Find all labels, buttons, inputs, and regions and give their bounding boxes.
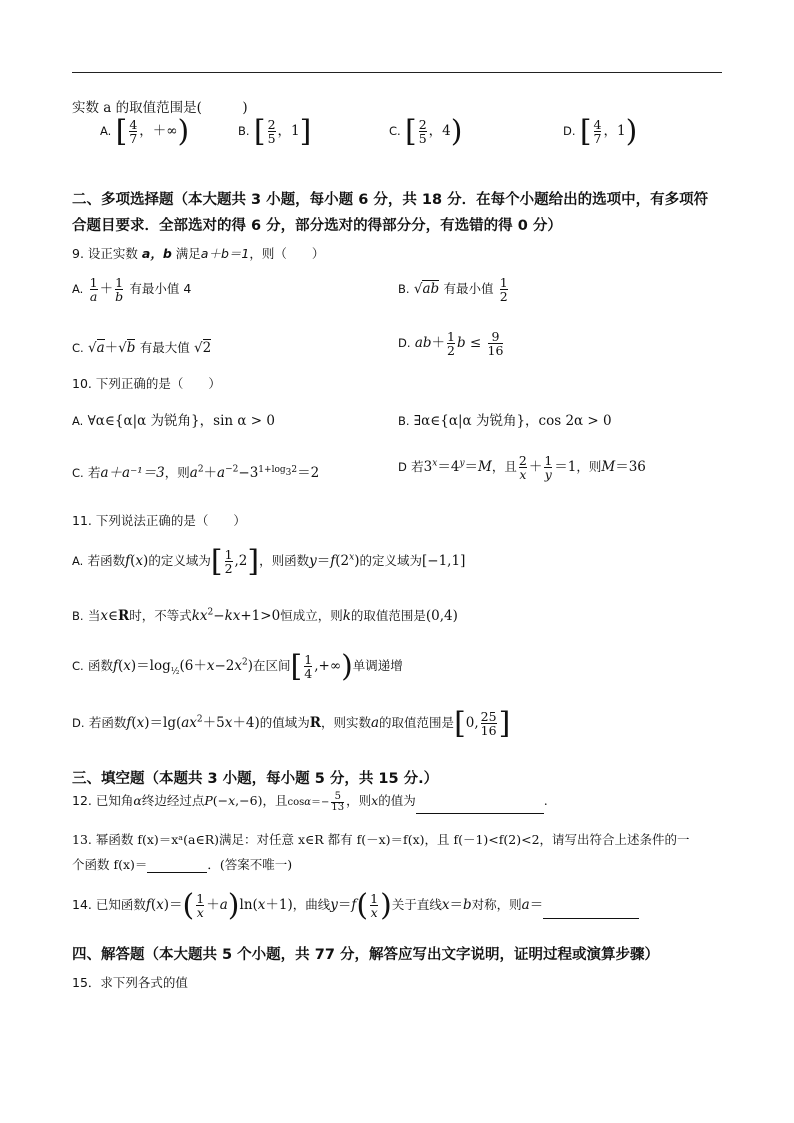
q10-option-c: C. 若a＋a⁻¹＝3，则$a^2+a^{-2}-3^{1+log_32}=2$	[72, 464, 320, 481]
q8-option-d: D. [ $\frac{4}{7}$ ，1)	[563, 114, 638, 150]
q10-stem: 10. 下列正确的是（ ）	[72, 376, 221, 391]
q8-option-b: B. [ $\frac{2}{5}$ ，1]	[238, 114, 312, 150]
q11-option-a: A. 若函数f(x)的定义域为[ $\frac{1}{2}$ ,2]，则函数$y=f(2^x)$的定义域为[−1,1]	[72, 544, 466, 580]
section-2-heading: 二、多项选择题（本大题共 3 小题，每小题 6 分，共 18 分．在每个小题给出的选项中，有多项符合题目要求．全部选对的得 6 分，部分选对的得部分分，有选错的得 0 分）	[72, 192, 709, 234]
q14: 14. 已知函数f(x)＝( $\frac{1}{x}$ ＋a)ln(x＋1)，曲线y＝f( $\frac{1}{x}$ )关于直线x＝b对称，则a＝	[72, 892, 639, 919]
section-4-heading: 四、解答题（本大题共 5 个小题，共 77 分，解答应写出文字说明，证明过程或演算步骤）	[72, 947, 659, 963]
q11-option-c: C. 函数$f(x)=\log_{\frac{1}{2}}(6+x-2x^2)$在区间[ $\frac{1}{4}$ ,+∞)单调递增	[72, 649, 403, 685]
q9-option-d: D. ab＋ $\frac{1}{2}$ b ≤ $\frac{9}{16}$	[398, 329, 504, 359]
q11-option-d: D. 若函数$f(x)=\lg(ax^2+5x+4)$的值域为R，则实数a的取值范围是[0, $\frac{25}{16}$ ]	[72, 706, 511, 742]
section-3-heading: 三、填空题（本题共 3 小题，每小题 5 分，共 15 分.）	[72, 771, 439, 787]
q10-option-a: A. ∀α∈{α|α 为锐角}，sin α > 0	[72, 413, 275, 429]
q13-line-1: 13. 幂函数 f(x)＝xᵃ(a∈R)满足：对任意 x∈R 都有 f(－x)＝f(x)，且 f(－1)<f(2)<2，请写出符合上述条件的一	[72, 832, 690, 847]
q9-option-c: C. √a＋√b 有最大值 √2	[72, 340, 212, 356]
q9-option-a: A. $\frac{1}{a}$ ＋ $\frac{1}{b}$ 有最小值 4	[72, 275, 192, 305]
header-rule	[72, 72, 722, 73]
q11-option-b: B. 当x∈R时，不等式$kx^2-kx+1>0$恒成立，则k的取值范围是(0,4)	[72, 607, 458, 624]
q12: 12. 已知角α终边经过点P(−x,−6)，且cosα＝− $\frac{5}{13}$ ，则x的值为 .	[72, 790, 548, 813]
q9-option-b: B. √ab 有最小值 $\frac{1}{2}$	[398, 275, 508, 305]
q8-option-c: C. [ $\frac{2}{5}$ ，4)	[389, 114, 463, 150]
q10-option-d: D 若$3^x=4^y=M$，且 $\frac{2}{x}$ ＋ $\frac{1}{y}$ ＝1，则M＝36	[398, 453, 646, 483]
q15-stem: 15．求下列各式的值	[72, 975, 188, 990]
q9-stem: 9. 设正实数 a，b 满足a＋b＝1，则（ ）	[72, 246, 325, 261]
q11-stem: 11. 下列说法正确的是（ ）	[72, 513, 246, 528]
q10-option-b: B. ∃α∈{α|α 为锐角}，cos 2α > 0	[398, 413, 612, 429]
q8-option-a: A. [ $\frac{4}{7}$ ，＋∞)	[100, 114, 190, 150]
q13-line-2: 个函数 f(x)＝ ．(答案不唯一)	[72, 857, 293, 872]
q8-stem: 实数 a 的取值范围是( )	[72, 100, 248, 116]
